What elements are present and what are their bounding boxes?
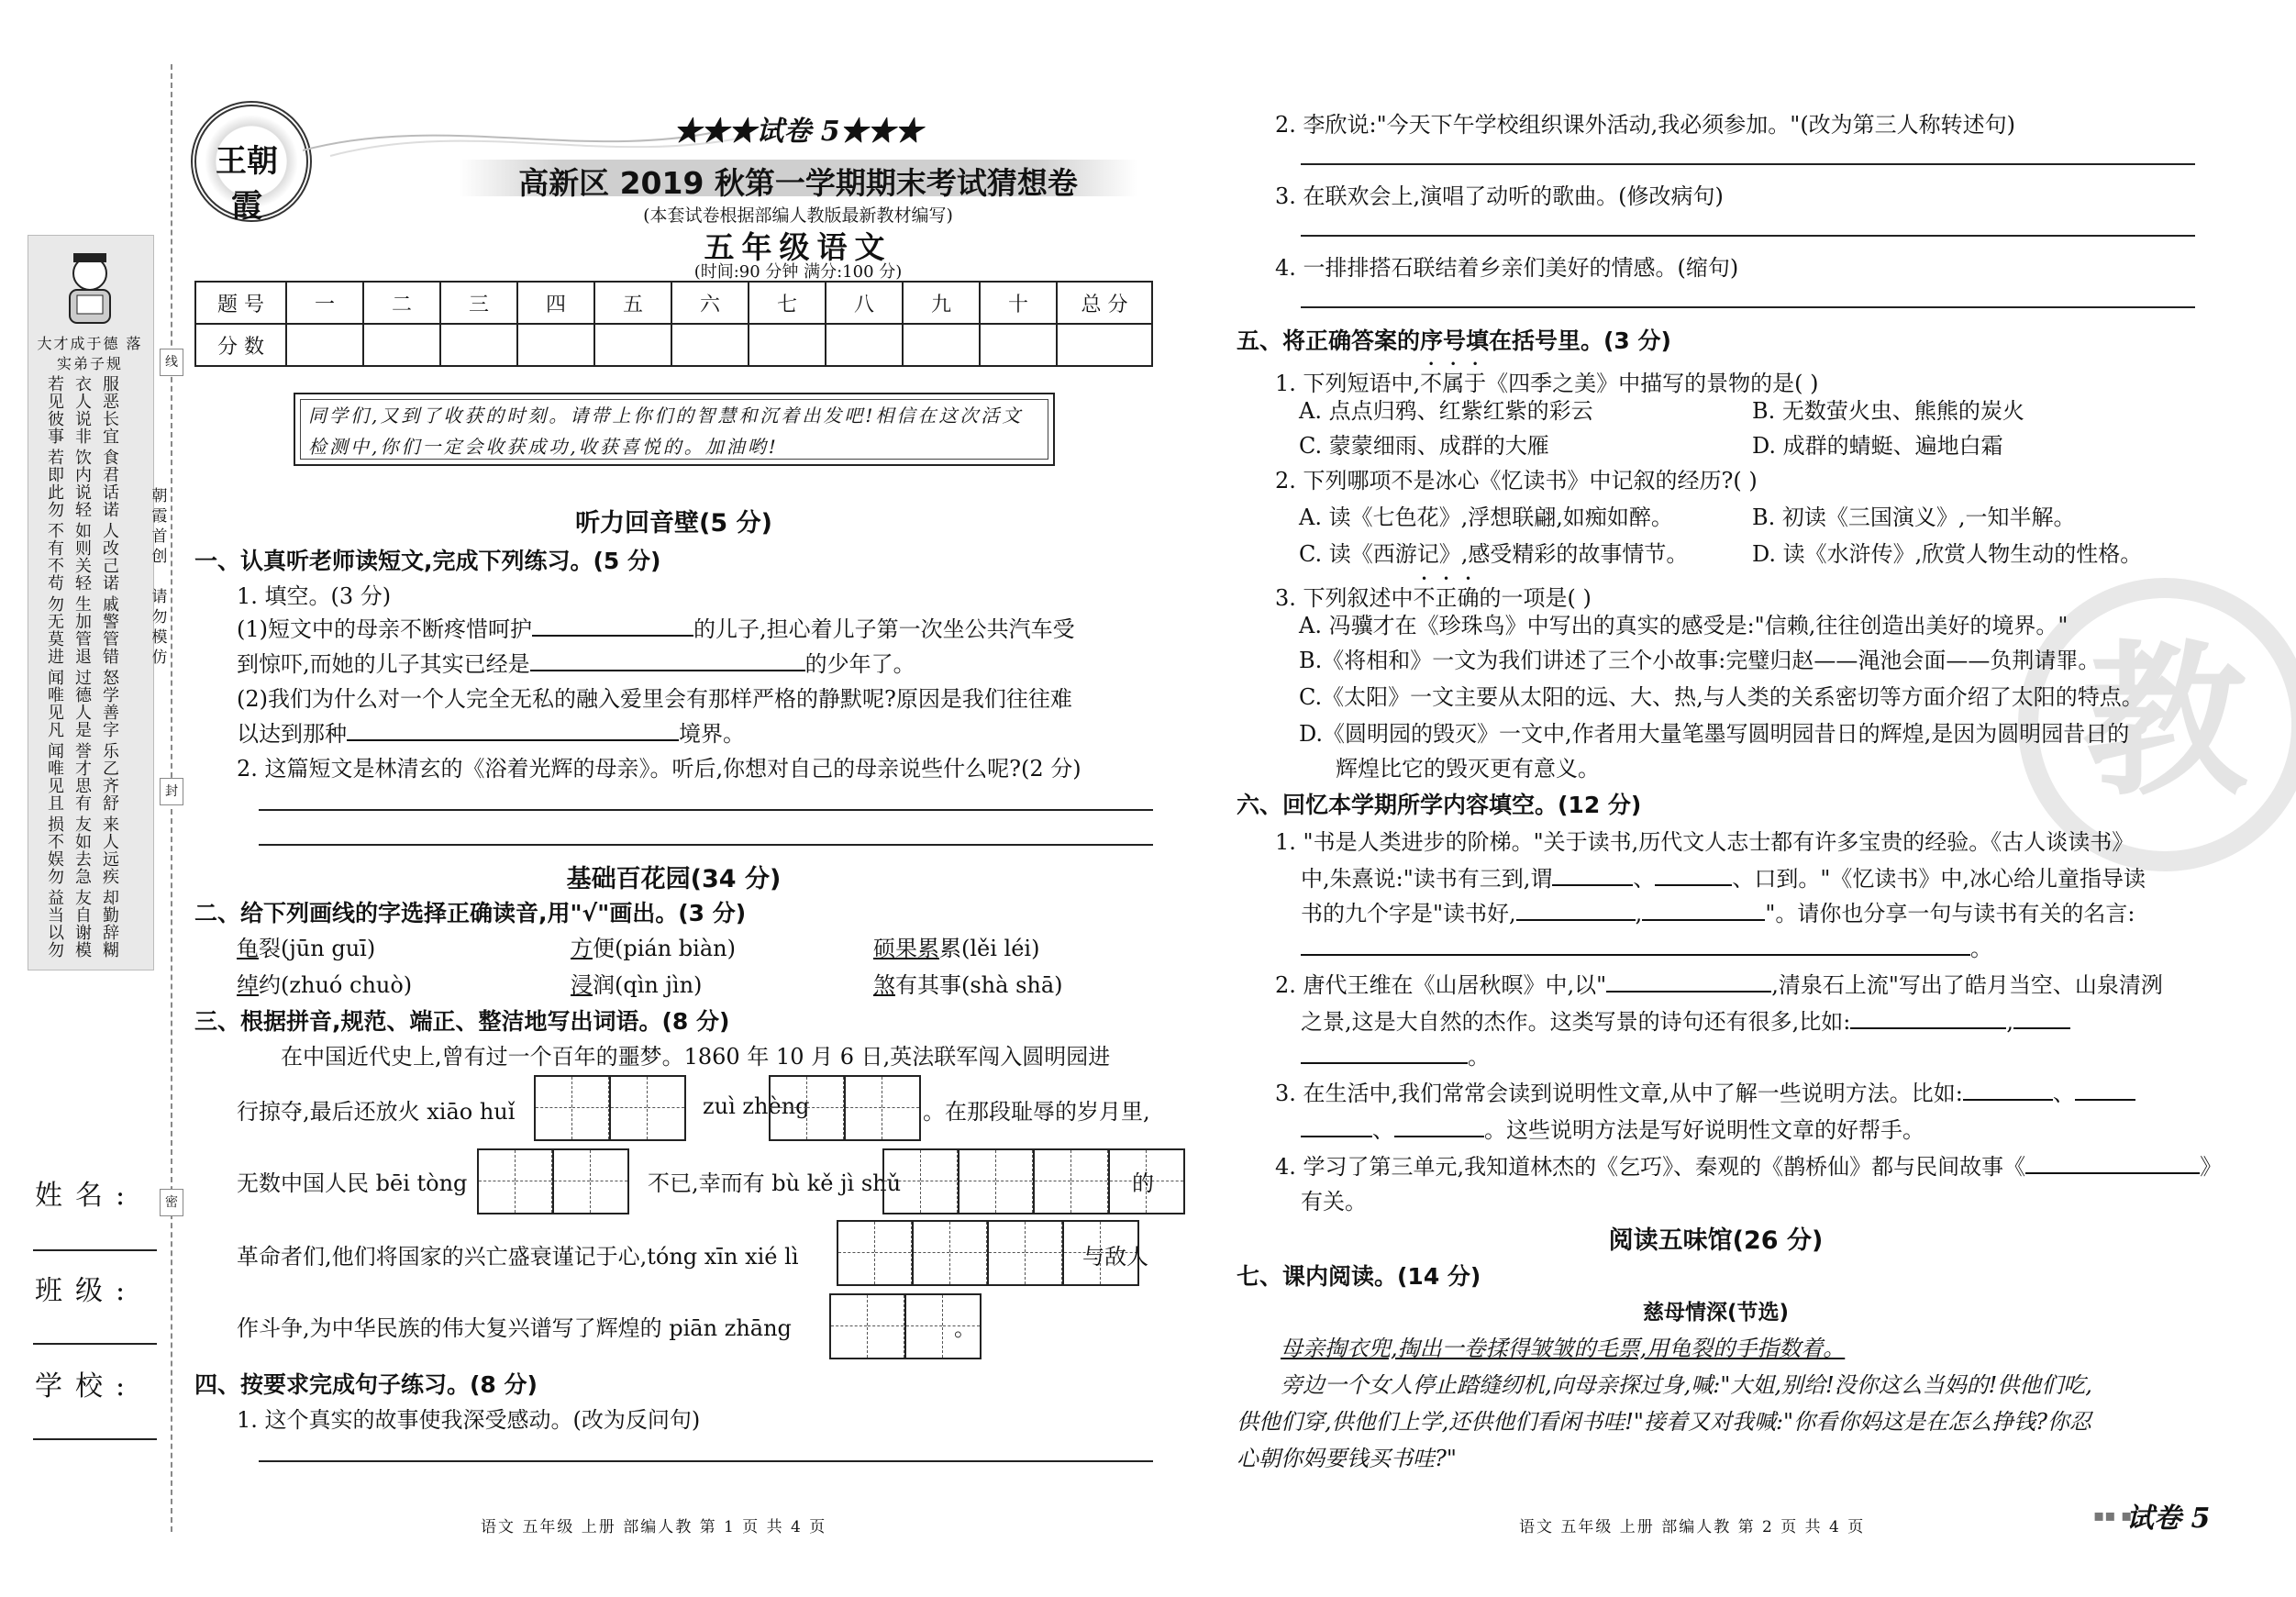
answer-blank[interactable]: [530, 649, 805, 671]
score-cell: 三: [440, 282, 517, 324]
score-input[interactable]: [980, 324, 1057, 366]
s3-para-line3b: 不已,幸而有 bù kě jì shǔ: [648, 1170, 902, 1196]
exam-title: 高新区 2019 秋第一学期期末考试猜想卷: [518, 165, 1078, 201]
section-7-title: 七、课内阅读。(14 分): [1237, 1263, 1481, 1290]
q6-2-part: 。: [1468, 1044, 1490, 1070]
q6-4-l1: [1275, 1148, 2222, 1181]
class-label: 班级:: [35, 1275, 139, 1307]
grid-cell[interactable]: [648, 1077, 684, 1139]
grid-cell[interactable]: [591, 1150, 627, 1213]
advice-column: 闻唯见凡: [48, 669, 64, 740]
q1-1b-part: 境界。: [679, 721, 745, 747]
grade-subject: 五年级语文: [704, 229, 893, 265]
answer-blank[interactable]: [1394, 1115, 1484, 1137]
grid-cell[interactable]: [1035, 1150, 1071, 1213]
exam-number: ★★★试卷 5★★★: [673, 116, 923, 148]
pronunciation-item[interactable]: [873, 967, 1063, 999]
pronunciation-item[interactable]: [237, 967, 412, 999]
grid-cell[interactable]: [989, 1222, 1026, 1284]
section-heading-read: 阅读五味馆(26 分): [1608, 1226, 1824, 1255]
pinyin-options: 约(zhuó chuò): [259, 972, 413, 998]
pronunciation-item[interactable]: [237, 930, 375, 962]
s3-para-line4a: 革命者们,他们将国家的兴亡盛衰谨记于心,tóng xīn xié lì: [237, 1244, 799, 1270]
score-input[interactable]: [286, 324, 363, 366]
q5-3-part: 3. 下列叙述中: [1275, 585, 1414, 611]
brand-logo-text: 王朝霞: [216, 143, 278, 225]
q5-1-opt-b: B. 无数萤火虫、熊熊的炭火: [1752, 398, 2024, 424]
answer-blank[interactable]: [1301, 934, 1970, 956]
score-input[interactable]: [749, 324, 826, 366]
q6-2-l1: [1275, 967, 2163, 999]
underlined-char: 硕果累: [873, 936, 939, 961]
grid-cell[interactable]: [921, 1150, 958, 1213]
name-label: 姓名:: [35, 1180, 139, 1212]
q5-3-part: 的一项是( ): [1479, 585, 1592, 611]
q1-1a-part: 的儿子,担心着儿子第一次坐公共汽车受: [693, 616, 1075, 642]
q6-1-part: 中,朱熹说:"读书有三到,谓: [1301, 866, 1553, 892]
s3-para-line3a: 无数中国人民 bēi tòng: [237, 1170, 468, 1196]
score-row-label: 分 数: [195, 324, 286, 366]
answer-blank[interactable]: [347, 719, 679, 741]
advice-column: 戚警管错: [103, 595, 119, 667]
answer-blank[interactable]: [1642, 899, 1765, 921]
underlined-char: 煞: [873, 972, 895, 998]
pinyin-options: 便(pián biàn): [593, 936, 736, 961]
grid-cell[interactable]: [875, 1222, 912, 1284]
q1-1a-part: 的少年了。: [804, 651, 915, 677]
q6-2-part: 2. 唐代王维在《山居秋暝》中,以": [1275, 972, 1607, 998]
grid-cell[interactable]: [479, 1150, 516, 1213]
s3-para-line2b: zuì zhèng: [703, 1093, 810, 1119]
q6-1-l3: [1301, 895, 2135, 927]
answer-blank[interactable]: [1516, 899, 1636, 921]
q5-2: 2. 下列哪项不是冰心《忆读书》中记叙的经历?( ): [1275, 468, 1758, 494]
answer-blank[interactable]: [1850, 1007, 2006, 1029]
advice-column: 怒学善字: [103, 669, 119, 740]
score-cell: 四: [517, 282, 594, 324]
advice-column: 友如去急: [75, 815, 92, 887]
encouragement-box: [294, 393, 1055, 466]
grid-cell[interactable]: [884, 1150, 921, 1213]
q5-3-opt-c: C.《太阳》一文主要从太阳的远、大、热,与人类的关系密切等方面介绍了太阳的特点。: [1299, 684, 2144, 710]
class-field[interactable]: [33, 1343, 157, 1345]
score-cell: 一: [286, 282, 363, 324]
pronunciation-item[interactable]: [571, 930, 736, 962]
q1-1-label: 1. 填空。(3 分): [237, 583, 392, 609]
advice-column: 服恶长宜: [103, 375, 119, 447]
answer-line[interactable]: [1301, 306, 2195, 308]
q5-2-opt-b: B. 初读《三国演义》,一知半解。: [1752, 505, 2076, 530]
passage-line-3: 供他们穿,供他们上学,还供他们看闲书哇!"接着又对我喊:"你看你妈这是在怎么挣钱?你忍: [1237, 1409, 2091, 1435]
passage-title: 慈母情深(节选): [1642, 1301, 1790, 1325]
q6-1-l1: 1. "书是人类进步的阶梯。"关于读书,历代文人志士都有许多宝贵的经验。《古人谈读书》: [1275, 829, 2135, 855]
advice-column: 若即此勿: [48, 449, 64, 520]
pinyin-options: 裂(jūn guī): [259, 936, 376, 961]
grid-cell[interactable]: [831, 1295, 868, 1358]
advice-column: 如则关轻: [75, 522, 92, 593]
writing-grid-xiaohui[interactable]: [534, 1075, 686, 1141]
q6-1-l4: [1301, 930, 1992, 962]
q5-3-opt-d: D.《圆明园的毁灭》一文中,作者用大量笔墨写圆明园昔日的辉煌,是因为圆明园昔日的: [1299, 721, 2130, 747]
score-cell: 七: [749, 282, 826, 324]
q5-1-emphasis: 不属于: [1420, 371, 1487, 396]
underlined-char: 绰: [237, 972, 259, 998]
grid-cell[interactable]: [914, 1222, 950, 1284]
pinyin-options: 润(qìn jìn): [593, 972, 703, 998]
advice-column: 誉才思有: [75, 742, 92, 814]
advice-column: 来人远疾: [103, 815, 119, 887]
q5-1-part: 《四季之美》中描写的景物的是( ): [1486, 371, 1819, 396]
s3-para-line5a: 作斗争,为中华民族的伟大复兴谱写了辉煌的 piān zhāng: [237, 1315, 792, 1341]
advice-column: 却勤辞糊: [103, 889, 119, 960]
s3-para-line4b: 与敌人: [1082, 1244, 1148, 1270]
grid-cell[interactable]: [1071, 1150, 1108, 1213]
school-field[interactable]: [33, 1438, 157, 1440]
grid-cell[interactable]: [846, 1077, 882, 1139]
score-cell: 八: [826, 282, 903, 324]
q6-3-part: 3. 在生活中,我们常常会读到说明性文章,从中了解一些说明方法。比如:: [1275, 1081, 1963, 1106]
section-3-title: 三、根据拼音,规范、端正、整洁地写出词语。(8 分): [194, 1008, 730, 1035]
answer-blank[interactable]: [2013, 1007, 2070, 1029]
pronunciation-item[interactable]: [571, 967, 702, 999]
cut-text-1: 朝霞首创: [151, 487, 168, 566]
score-cell: 二: [363, 282, 440, 324]
score-input[interactable]: [826, 324, 903, 366]
section-4-title: 四、按要求完成句子练习。(8 分): [194, 1371, 538, 1398]
q6-1-l2: [1301, 860, 2146, 893]
motto: 大才成于德 落实弟子规: [37, 335, 143, 372]
cut-mark-mi: 密: [160, 1189, 183, 1216]
answer-blank[interactable]: [1301, 1115, 1372, 1137]
score-input[interactable]: [594, 324, 671, 366]
s3-para-line2c: 。在那段耻辱的岁月里,: [923, 1099, 1150, 1125]
q6-4-part: 》: [2200, 1154, 2223, 1180]
advice-column: 生加管退: [75, 595, 92, 667]
q6-3-l2: [1301, 1112, 1924, 1144]
q5-3-opt-b: B.《将相和》一文为我们讲述了三个小故事:完璧归赵——渑池会面——负荆请罪。: [1299, 648, 2101, 673]
grid-cell[interactable]: [996, 1150, 1033, 1213]
q5-1-opt-c: C. 蒙蒙细雨、成群的大雁: [1299, 433, 1549, 459]
q1-1b-part: 以达到那种: [237, 721, 347, 747]
q6-1-part: 。: [1970, 936, 1992, 961]
grid-cell[interactable]: [554, 1150, 591, 1213]
q5-3: [1275, 572, 1592, 612]
q5-1: [1275, 358, 1819, 397]
grid-cell[interactable]: [868, 1295, 904, 1358]
score-input[interactable]: [671, 324, 749, 366]
grid-cell[interactable]: [771, 1077, 807, 1139]
grid-cell[interactable]: [959, 1150, 996, 1213]
underlined-char: 浸: [571, 972, 593, 998]
mascot-icon: [46, 246, 134, 328]
grid-cell[interactable]: [1026, 1222, 1062, 1284]
q5-3-opt-a: A. 冯骥才在《珍珠鸟》中写出的真实的感受是:"信赖,往往创造出美好的境界。": [1299, 613, 2069, 638]
watermark-seal: 教: [2018, 578, 2296, 871]
grid-cell[interactable]: [572, 1077, 609, 1139]
grid-cell[interactable]: [838, 1222, 875, 1284]
footer-right: 语文 五年级 上册 部编人教 第 2 页 共 4 页: [1519, 1518, 1866, 1536]
advice-column: 闻唯见且: [48, 742, 64, 814]
q5-3-emphasis: 不正确: [1413, 585, 1480, 611]
s3-para-line1: 在中国近代史上,曾有过一个百年的噩梦。1860 年 10 月 6 日,英法联军闯入圆明园进: [281, 1044, 1111, 1070]
score-cell: 五: [594, 282, 671, 324]
exam-badge: 试卷 5: [2126, 1503, 2211, 1535]
score-cell: 题 号: [195, 282, 286, 324]
footer-left: 语文 五年级 上册 部编人教 第 1 页 共 4 页: [481, 1518, 827, 1536]
writing-grid-zuizheng[interactable]: [769, 1075, 921, 1141]
q6-1-part: "。请你也分享一句与读书有关的名言:: [1765, 901, 2135, 926]
cut-text-2: 请勿模仿: [151, 588, 168, 667]
section-heading-listen: 听力回音壁(5 分): [575, 509, 772, 538]
page-squares-icon: ▪▪ ▪: [2093, 1506, 2133, 1525]
q4-2: 2. 李欣说:"今天下午学校组织课外活动,我必须参加。"(改为第三人称转述句): [1275, 112, 2016, 138]
section-1-title: 一、认真听老师读短文,完成下列练习。(5 分): [194, 548, 661, 574]
advice-column: 益当以勿: [48, 889, 64, 960]
passage-line-4: 心朝你妈要钱买书哇?": [1237, 1446, 1457, 1471]
q5-1-opt-d: D. 成群的蜻蜓、遍地白霜: [1752, 433, 2003, 459]
answer-blank[interactable]: [1606, 970, 1771, 993]
answer-blank[interactable]: [532, 615, 693, 637]
q4-1: 1. 这个真实的故事使我深受感动。(改为反问句): [237, 1407, 701, 1433]
writing-grid-beitong[interactable]: [477, 1148, 629, 1214]
q1-1a-part: (1)短文中的母亲不断疼惜呵护: [237, 616, 532, 642]
school-label: 学校:: [35, 1370, 139, 1403]
advice-column: 勿无莫进: [48, 595, 64, 667]
answer-line[interactable]: [259, 844, 1153, 846]
score-cell: 总 分: [1057, 282, 1152, 324]
passage-line-1: 母亲掏衣兜,掏出一卷揉得皱皱的毛票,用龟裂的手指数着。: [1281, 1336, 1846, 1361]
s3-para-line3c: 的: [1132, 1170, 1154, 1196]
q1-1b: (2)我们为什么对一个人完全无私的融入爱里会有那样严格的静默呢?原因是我们往往难: [237, 686, 1072, 712]
q5-3-opt-d-cont: 辉煌比它的毁灭更有意义。: [1336, 756, 1600, 782]
q1-1a: [237, 611, 1075, 643]
score-input[interactable]: [517, 324, 594, 366]
answer-blank[interactable]: [1655, 864, 1732, 886]
advice-column: 损不娱勿: [48, 815, 64, 887]
advice-column: 人改己诺: [103, 522, 119, 593]
underlined-char: 方: [571, 936, 593, 961]
q5-2-opt-a: A. 读《七色花》,浮想联翩,如痴如醉。: [1299, 505, 1673, 530]
section-6-title: 六、回忆本学期所学内容填空。(12 分): [1237, 792, 1642, 818]
grid-cell[interactable]: [906, 1295, 943, 1358]
q6-2-part: 之景,这是大自然的杰作。这类写景的诗句还有很多,比如:: [1301, 1009, 1851, 1035]
score-cell: 六: [671, 282, 749, 324]
q5-1-opt-a: A. 点点归鸦、红紫红紫的彩云: [1299, 398, 1593, 424]
time-score: (时间:90 分钟 满分:100 分): [693, 262, 903, 282]
notice-text: 同学们,又到了收获的时刻。请带上你们的智慧和沉着出发吧!相信在这次活文检测中,你们一定会收获成功,收获喜悦的。加油哟!: [308, 405, 1024, 458]
q1-2: 2. 这篇短文是林清玄的《浴着光辉的母亲》。听后,你想对自己的母亲说些什么呢?(2 分): [237, 756, 1081, 782]
q6-1-part: 、口到。"《忆读书》中,冰心给儿童指导读: [1732, 866, 2146, 892]
q6-1-part: 书的九个字是"读书好,: [1301, 901, 1516, 926]
q5-2-opt-d: D. 读《水浒传》,欣赏人物生动的性格。: [1752, 541, 2143, 567]
score-table: [194, 281, 1153, 367]
answer-line[interactable]: [1301, 235, 2195, 237]
s3-para-line5b: 。: [954, 1315, 976, 1341]
exam-subtitle: (本套试卷根据部编人教版最新教材编写): [643, 205, 953, 226]
advice-column: 若见彼事: [48, 375, 64, 447]
answer-line[interactable]: [259, 809, 1153, 811]
grid-cell[interactable]: [611, 1077, 648, 1139]
score-header-row: [195, 282, 1152, 324]
advice-column: 饮内说轻: [75, 449, 92, 520]
advice-column: 不有不苟: [48, 522, 64, 593]
score-input[interactable]: [363, 324, 440, 366]
q5-2-opt-c: C. 读《西游记》,感受精彩的故事情节。: [1299, 541, 1689, 567]
q4-3: 3. 在联欢会上,演唱了动听的歌曲。(修改病句): [1275, 183, 1724, 209]
grid-cell[interactable]: [882, 1077, 919, 1139]
advice-column: 食君话诺: [103, 449, 119, 520]
score-cell: 十: [980, 282, 1057, 324]
answer-line[interactable]: [259, 1460, 1153, 1462]
grid-cell[interactable]: [807, 1077, 844, 1139]
pinyin-options: 累(lěi léi): [939, 936, 1040, 961]
advice-column: 乐乙齐舒: [103, 742, 119, 814]
q6-2-l3: [1301, 1038, 1490, 1070]
cut-mark-xian: 线: [160, 349, 183, 376]
section-5-title: 五、将正确答案的序号填在括号里。(3 分): [1237, 327, 1671, 354]
score-cell: 九: [903, 282, 980, 324]
q6-4-l2: 有关。: [1301, 1189, 1367, 1214]
answer-line[interactable]: [1301, 163, 2195, 165]
answer-blank[interactable]: [1963, 1079, 2053, 1101]
underlined-char: 龟: [237, 936, 259, 961]
answer-blank[interactable]: [1301, 1042, 1468, 1064]
grid-cell[interactable]: [536, 1077, 572, 1139]
grid-cell[interactable]: [950, 1222, 987, 1284]
advice-column: 过德人是: [75, 669, 92, 740]
q5-1-part: 1. 下列短语中,: [1275, 371, 1421, 396]
q6-3-part: 、: [1372, 1117, 1394, 1143]
q1-1a-part: 到惊吓,而她的儿子其实已经是: [237, 651, 530, 677]
q6-3-part: 、: [2052, 1081, 2075, 1106]
section-2-title: 二、给下列画线的字选择正确读音,用"√"画出。(3 分): [194, 900, 747, 926]
section-heading-basic: 基础百花园(34 分): [566, 865, 782, 893]
answer-blank[interactable]: [2025, 1152, 2200, 1174]
answer-blank[interactable]: [2075, 1079, 2135, 1101]
q6-2-part: ,清泉石上流"写出了皓月当空、山泉清洌: [1771, 972, 2163, 998]
score-input[interactable]: [1057, 324, 1152, 366]
q6-1-part: ,: [1635, 901, 1643, 926]
score-value-row: [195, 324, 1152, 366]
advice-column: 衣人说非: [75, 375, 92, 447]
pinyin-options: 有其事(shà shā): [895, 972, 1063, 998]
q6-2-l2: [1301, 1004, 2070, 1036]
q6-1-part: 、: [1633, 866, 1656, 892]
passage-line-2: 旁边一个女人停止踏缝纫机,向母亲探过身,喊:"大姐,别给!没你这么当妈的!供他们吃,: [1281, 1372, 2092, 1398]
q1-1b-cont: [237, 715, 745, 748]
q4-4: 4. 一排排搭石联结着乡亲们美好的情感。(缩句): [1275, 255, 1739, 281]
advice-column: 友自谢模: [75, 889, 92, 960]
grid-cell[interactable]: [516, 1150, 552, 1213]
q1-1a-cont: [237, 646, 915, 678]
score-input[interactable]: [440, 324, 517, 366]
q6-3-l1: [1275, 1075, 2135, 1107]
name-field[interactable]: [33, 1249, 157, 1251]
cut-mark-feng: 封: [160, 778, 183, 805]
answer-blank[interactable]: [1552, 864, 1633, 886]
s3-para-line2a: 行掠夺,最后还放火 xiāo huǐ: [237, 1099, 516, 1125]
q6-3-part: 。这些说明方法是写好说明性文章的好帮手。: [1484, 1117, 1924, 1143]
score-input[interactable]: [903, 324, 980, 366]
q6-2-part: ,: [2006, 1009, 2013, 1035]
pronunciation-item[interactable]: [873, 930, 1039, 962]
q6-4-part: 4. 学习了第三单元,我知道林杰的《乞巧》、秦观的《鹊桥仙》都与民间故事《: [1275, 1154, 2026, 1180]
